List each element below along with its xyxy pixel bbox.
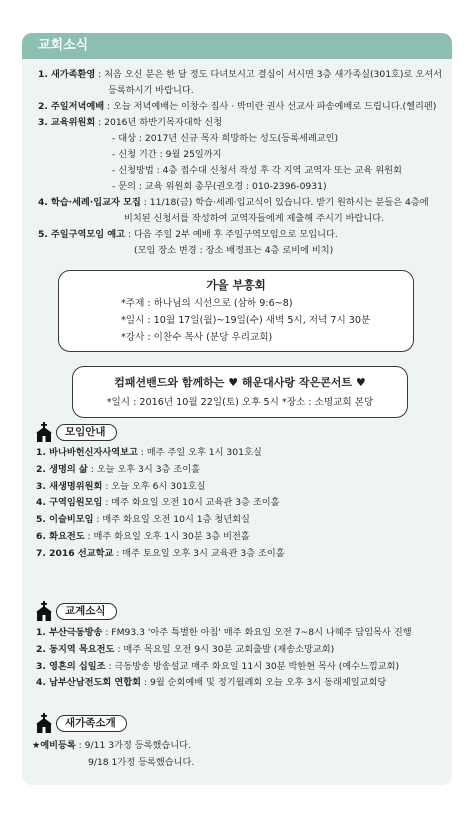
list-item: 4. 남부산남전도회 연합회 : 9월 순회예배 및 정기월례회 오늘 오후 3시 동래제일교회당 — [36, 677, 387, 689]
list-item: 4. 구역임원모임 : 매주 화요일 오전 10시 교육관 3층 조이홀 — [36, 497, 280, 509]
meetings-header — [34, 422, 117, 442]
edu-detail: - 신청방법 : 4층 접수대 신청서 작성 후 각 지역 교역자 또는 교육 위원회 — [112, 165, 402, 176]
news-item-5-cont: (모임 장소 변경 : 장소 배정표는 4층 로비에 비치) — [134, 245, 334, 256]
concert-title: 컴패션밴드와 함께하는 ♥ 해운대사랑 작은콘서트 ♥ — [114, 376, 366, 389]
newfamily-title: 새가족소개 — [56, 715, 127, 732]
list-item: 5. 이슬비모임 : 매주 화요일 오전 10시 1층 청년회실 — [36, 514, 250, 526]
list-item: 1. 부산극동방송 : FM93.3 '아주 특별한 아침' 매주 화요일 오전 7~8시 나혜주 담임목사 진행 — [36, 627, 412, 638]
regional-header — [34, 601, 117, 621]
regional-title: 교계소식 — [56, 603, 117, 620]
newfamily-list — [32, 738, 194, 772]
church-icon — [34, 713, 54, 733]
church-news-card — [22, 33, 452, 785]
revival-line: *강사 : 이찬수 목사 (분당 우리교회) — [121, 332, 273, 343]
meetings-list — [36, 445, 285, 563]
news-item-3: 3. 교육위원회 : 2016년 하반기목자대학 신청 — [38, 117, 223, 128]
list-item: 2. 생명의 삶 : 오늘 오후 3시 3층 조이홀 — [36, 463, 200, 475]
list-item: 3. 영혼의 십일조 : 극동방송 방송설교 매주 화요일 11시 30분 박한현 목사 (예수느낌교회) — [36, 660, 400, 672]
concert-line: *일시 : 2016년 10월 22일(토) 오후 5시 *장소 : 소명교회 본당 — [106, 397, 374, 408]
news-item-4: 4. 학습·세례·입교자 모집 : 11/18(금) 학습·세례·입교식이 있습니다. 받기 원하시는 분들은 4층에 — [38, 197, 429, 208]
edu-detail: - 문의 : 교육 위원회 총무(권오경 : 010-2396-0931) — [112, 181, 327, 192]
meetings-title: 모임안내 — [56, 424, 117, 441]
edu-detail: - 대상 : 2017년 신규 목자 희망하는 성도(등록세례교인) — [112, 133, 339, 144]
concert-box — [72, 366, 408, 418]
list-item: 6. 화요전도 : 매주 화요일 오후 1시 30분 3층 비전홀 — [36, 530, 250, 542]
list-item: 3. 새생명위원회 : 오늘 오후 6시 301호실 — [36, 480, 206, 492]
newfamily-header — [34, 713, 127, 733]
list-item: 1. 바나바헌신자사역보고 : 매주 주일 오후 1시 301호실 — [36, 447, 262, 458]
revival-box — [58, 270, 414, 352]
news-item-1-cont: 등록하시기 바랍니다. — [108, 85, 194, 96]
revival-line: *주제 : 하나님의 시선으로 (삼하 9:6~8) — [121, 298, 293, 309]
edu-details — [22, 131, 452, 195]
news-item-4-cont: 비치된 신청서를 작성하여 교역자들에게 제출해 주시기 바랍니다. — [124, 213, 385, 224]
church-icon — [34, 601, 54, 621]
list-item: 7. 2016 선교학교 : 매주 토요일 오후 3시 교육관 3층 조이홀 — [36, 547, 285, 559]
church-icon — [34, 422, 54, 442]
regional-list — [36, 625, 412, 692]
news-item-5: 5. 주일구역모임 예고 : 다음 주일 2부 예배 후 주일구역모임으로 모입니다. — [38, 229, 338, 240]
news-list — [22, 67, 452, 259]
edu-detail: - 신청 기간 : 9월 25일까지 — [112, 149, 222, 160]
news-item-1: 1. 새가족환영 : 처음 오신 분은 한 달 정도 다녀보시고 결심이 서시면 3층 새가족실(301호)로 오셔서 — [38, 69, 442, 80]
list-item: 9/18 1가정 등록했습니다. — [88, 756, 195, 768]
news-item-2: 2. 주일저녁예배 : 오늘 저녁예배는 이창수 집사 · 박미란 권사 선교사 파송예배로 드립니다.(헬리펜) — [38, 101, 437, 112]
section-header — [22, 33, 452, 59]
revival-line: *일시 : 10월 17일(월)~19일(수) 새벽 5시, 저녁 7시 30분 — [121, 315, 371, 326]
revival-title: 가을 부흥회 — [206, 278, 266, 292]
list-item: 2. 동지역 목요전도 : 매주 목요일 오전 9시 30분 교회출발 (재송소망교회) — [36, 643, 335, 655]
page-title: 교회소식 — [38, 38, 89, 53]
list-item: ★예비등록 : 9/11 3가정 등록했습니다. — [32, 740, 191, 751]
